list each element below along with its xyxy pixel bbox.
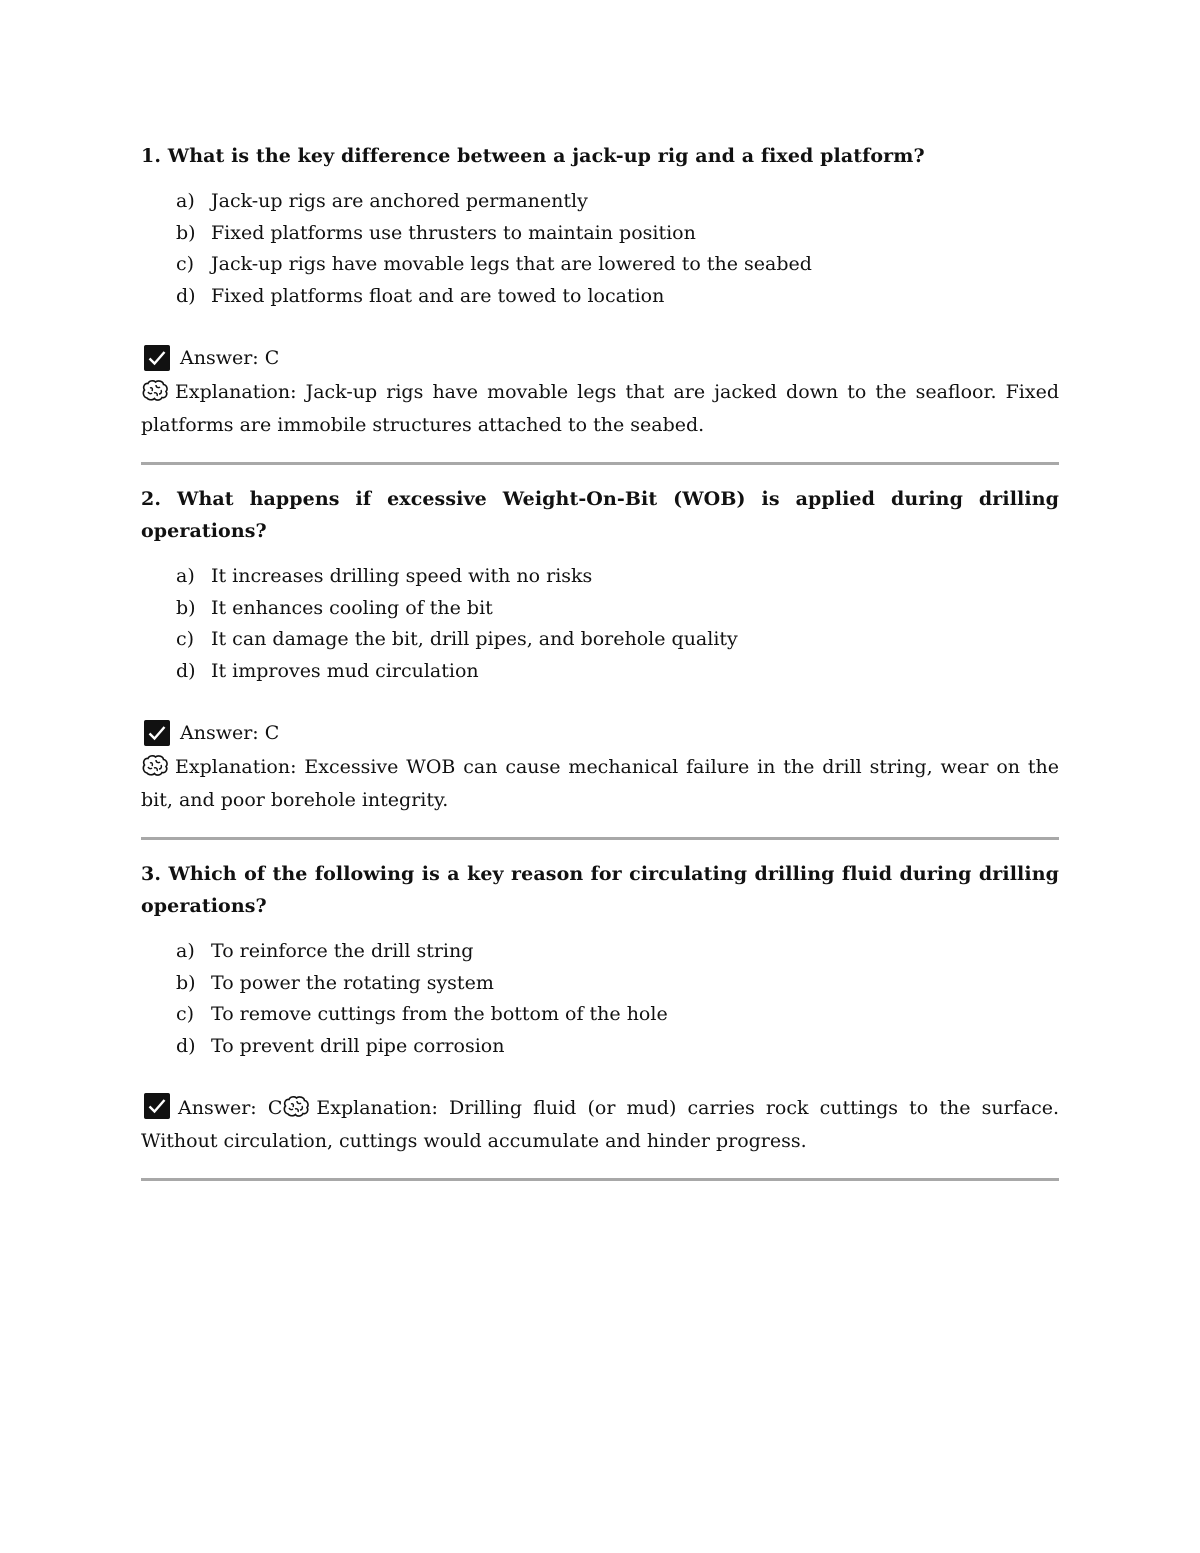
option-letter: a) xyxy=(176,940,195,962)
option-b xyxy=(176,968,1059,1000)
option-letter: c) xyxy=(176,253,195,275)
options-list xyxy=(141,186,1059,312)
question-title xyxy=(141,858,1059,922)
question-1 xyxy=(141,140,1059,465)
option-text: It enhances cooling of the bit xyxy=(211,596,493,619)
answer-line xyxy=(141,717,1059,749)
answer-text: Answer: C xyxy=(180,347,280,369)
option-c xyxy=(176,999,1059,1031)
question-number: 3. xyxy=(141,863,162,885)
option-c xyxy=(176,624,1059,656)
option-c xyxy=(176,249,1059,281)
answer-block xyxy=(141,717,1059,817)
option-text: It can damage the bit, drill pipes, and borehole quality xyxy=(211,628,738,650)
option-text: Jack-up rigs are anchored permanently xyxy=(211,190,588,212)
option-a xyxy=(176,561,1059,593)
quiz-document xyxy=(141,140,1059,1199)
answer-line xyxy=(141,1092,1059,1158)
option-b xyxy=(176,218,1059,250)
option-a xyxy=(176,186,1059,218)
section-divider xyxy=(141,837,1059,840)
question-2 xyxy=(141,483,1059,840)
question-number: 2. xyxy=(141,488,162,510)
answer-line xyxy=(141,342,1059,374)
section-divider xyxy=(141,462,1059,465)
option-text: Fixed platforms float and are towed to location xyxy=(211,284,665,307)
option-text: Jack-up rigs have movable legs that are lowered to the seabed xyxy=(211,253,812,275)
option-letter: d) xyxy=(176,284,196,307)
option-text: It improves mud circulation xyxy=(211,659,479,682)
check-mark-icon xyxy=(144,720,170,746)
option-d xyxy=(176,281,1059,313)
question-text: Which of the following is a key reason for circulating drilling fluid during drilling operations? xyxy=(141,863,1059,917)
option-d xyxy=(176,1031,1059,1063)
section-divider xyxy=(141,1178,1059,1181)
question-number: 1. xyxy=(141,145,162,167)
option-letter: d) xyxy=(176,659,196,682)
option-a xyxy=(176,936,1059,968)
options-list xyxy=(141,936,1059,1062)
check-mark-icon xyxy=(144,345,170,371)
option-letter: a) xyxy=(176,565,195,587)
option-letter: b) xyxy=(176,596,196,619)
option-letter: b) xyxy=(176,971,196,994)
explanation xyxy=(141,751,1059,817)
question-title xyxy=(141,140,1059,172)
answer-text: Answer: C xyxy=(178,1097,283,1119)
question-text: What happens if excessive Weight-On-Bit (WOB) is applied during drilling operations? xyxy=(141,488,1059,542)
question-text: What is the key difference between a jack-up rig and a fixed platform? xyxy=(167,145,925,167)
answer-text: Answer: C xyxy=(180,722,280,744)
brain-icon xyxy=(282,1095,310,1119)
explanation-text: Explanation: Excessive WOB can cause mechanical failure in the drill string, wear on the bit, and poor borehole integrity. xyxy=(141,756,1059,811)
explanation-text: Explanation: Jack-up rigs have movable legs that are jacked down to the seafloor. Fixed platforms are immobile structures attached to the seabed. xyxy=(141,381,1059,436)
option-b xyxy=(176,593,1059,625)
option-letter: c) xyxy=(176,628,195,650)
option-text: To power the rotating system xyxy=(211,971,494,994)
option-letter: d) xyxy=(176,1034,196,1057)
question-3 xyxy=(141,858,1059,1181)
explanation-text: Explanation: Drilling fluid (or mud) carries rock cuttings to the surface. Without circulation, cuttings would accumulate and hinder progress. xyxy=(141,1097,1059,1152)
options-list xyxy=(141,561,1059,687)
option-letter: a) xyxy=(176,190,195,212)
answer-block xyxy=(141,1092,1059,1158)
brain-icon xyxy=(141,754,169,778)
brain-icon xyxy=(141,379,169,403)
answer-block xyxy=(141,342,1059,442)
explanation xyxy=(141,376,1059,442)
option-text: To remove cuttings from the bottom of the hole xyxy=(211,1003,668,1025)
option-text: To prevent drill pipe corrosion xyxy=(211,1034,505,1057)
question-title xyxy=(141,483,1059,547)
option-text: It increases drilling speed with no risks xyxy=(211,565,593,587)
option-letter: b) xyxy=(176,221,196,244)
option-text: Fixed platforms use thrusters to maintain position xyxy=(211,221,696,244)
option-text: To reinforce the drill string xyxy=(211,940,474,962)
option-d xyxy=(176,656,1059,688)
option-letter: c) xyxy=(176,1003,195,1025)
check-mark-icon xyxy=(144,1093,170,1119)
